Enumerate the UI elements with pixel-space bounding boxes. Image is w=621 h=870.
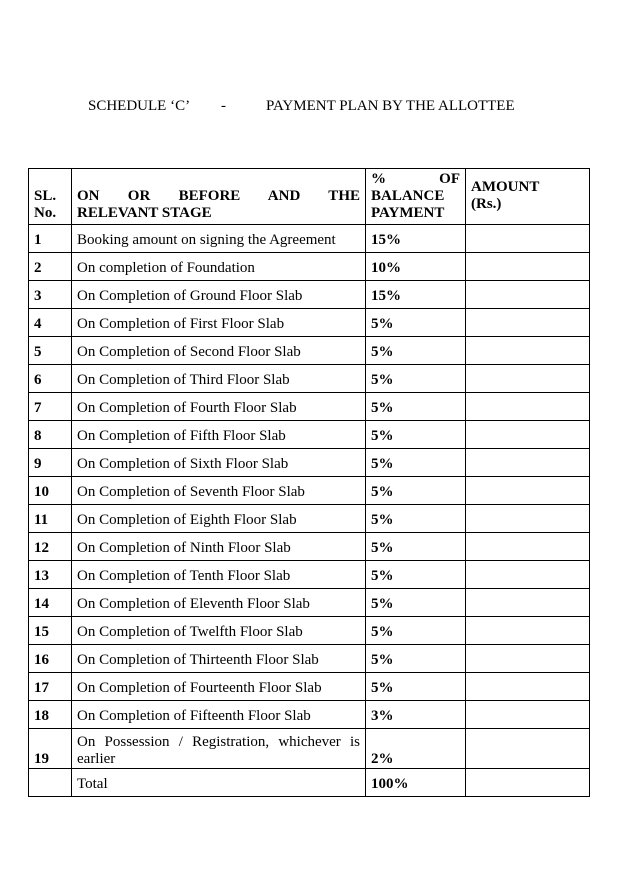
row-percent: 5% [366,477,466,505]
row-sl-no: 13 [29,561,72,589]
row-amount [466,365,590,393]
row-stage: On Completion of Sixth Floor Slab [72,449,366,477]
row-amount [466,561,590,589]
row-stage [72,729,366,769]
row-amount [466,449,590,477]
row-stage-line2: earlier [77,751,116,767]
row-sl-no: 2 [29,253,72,281]
row-sl-no: 9 [29,449,72,477]
row-percent: 2% [366,729,466,769]
table-row [29,309,590,337]
table-row [29,365,590,393]
row-stage: On Completion of Seventh Floor Slab [72,477,366,505]
schedule-label: SCHEDULE ‘C’ [88,98,191,114]
table-row [29,645,590,673]
row-amount [466,617,590,645]
payment-plan-table [28,168,590,797]
row-percent: 5% [366,365,466,393]
total-amount [466,769,590,797]
total-label: Total [72,769,366,797]
row-amount [466,253,590,281]
row-amount [466,309,590,337]
row-percent: 5% [366,309,466,337]
total-sl-no [29,769,72,797]
row-sl-no: 15 [29,617,72,645]
row-sl-no: 12 [29,533,72,561]
table-row [29,449,590,477]
row-sl-no: 16 [29,645,72,673]
header-sl-line2: No. [34,205,57,221]
row-percent: 5% [366,449,466,477]
table-row [29,281,590,309]
table-row [29,589,590,617]
table-row [29,337,590,365]
header-percent-line1: % OF [371,171,460,187]
header-percent [366,169,466,225]
row-sl-no: 18 [29,701,72,729]
row-stage: On Completion of First Floor Slab [72,309,366,337]
row-stage: On Completion of Eleventh Floor Slab [72,589,366,617]
table-row [29,225,590,253]
row-sl-no: 14 [29,589,72,617]
row-percent: 5% [366,561,466,589]
row-percent: 5% [366,533,466,561]
row-percent: 5% [366,617,466,645]
table-row [29,393,590,421]
header-stage-line1: ON OR BEFORE AND THE [77,188,360,204]
row-percent: 5% [366,589,466,617]
row-percent: 15% [366,281,466,309]
row-percent: 10% [366,253,466,281]
payment-plan-heading: PAYMENT PLAN BY THE ALLOTTEE [266,98,515,114]
row-stage: On Completion of Second Floor Slab [72,337,366,365]
row-percent: 5% [366,393,466,421]
row-sl-no: 5 [29,337,72,365]
table-row [29,421,590,449]
row-amount [466,421,590,449]
row-amount [466,645,590,673]
row-amount [466,281,590,309]
row-sl-no: 6 [29,365,72,393]
row-amount [466,477,590,505]
row-stage: On completion of Foundation [72,253,366,281]
table-row [29,617,590,645]
row-sl-no: 11 [29,505,72,533]
row-amount [466,589,590,617]
row-percent: 5% [366,421,466,449]
title-dash: - [221,98,226,114]
header-percent-line2: BALANCE [371,188,445,204]
table-row [29,477,590,505]
header-stage-line2: RELEVANT STAGE [77,205,212,221]
row-sl-no: 8 [29,421,72,449]
header-stage [72,169,366,225]
header-sl-line1: SL. [34,188,57,204]
table-row [29,253,590,281]
row-amount [466,701,590,729]
row-stage: On Completion of Ninth Floor Slab [72,533,366,561]
row-amount [466,393,590,421]
row-stage: On Completion of Thirteenth Floor Slab [72,645,366,673]
row-sl-no: 17 [29,673,72,701]
row-amount [466,533,590,561]
row-stage: On Completion of Eighth Floor Slab [72,505,366,533]
header-percent-line3: PAYMENT [371,205,445,221]
table-row [29,701,590,729]
row-amount [466,505,590,533]
row-percent: 3% [366,701,466,729]
row-amount [466,673,590,701]
row-stage: On Completion of Third Floor Slab [72,365,366,393]
row-stage: On Completion of Fifteenth Floor Slab [72,701,366,729]
row-amount [466,225,590,253]
row-sl-no: 1 [29,225,72,253]
row-percent: 5% [366,337,466,365]
total-percent: 100% [366,769,466,797]
row-amount [466,337,590,365]
header-sl-no [29,169,72,225]
row-sl-no: 19 [29,729,72,769]
table-row [29,533,590,561]
table-row-19 [29,729,590,769]
row-sl-no: 7 [29,393,72,421]
row-stage: On Completion of Fourteenth Floor Slab [72,673,366,701]
header-amount-line1: AMOUNT [471,179,540,195]
row-percent: 15% [366,225,466,253]
table-body [29,225,590,797]
header-amount [466,169,590,225]
row-stage: On Completion of Fourth Floor Slab [72,393,366,421]
row-stage: On Completion of Fifth Floor Slab [72,421,366,449]
header-amount-line2: (Rs.) [471,196,502,212]
row-stage: On Completion of Ground Floor Slab [72,281,366,309]
row-sl-no: 4 [29,309,72,337]
row-sl-no: 3 [29,281,72,309]
row-stage: On Completion of Twelfth Floor Slab [72,617,366,645]
row-stage-line1: On Possession / Registration, whichever is [77,734,360,750]
row-percent: 5% [366,673,466,701]
row-percent: 5% [366,505,466,533]
row-sl-no: 10 [29,477,72,505]
row-stage: On Completion of Tenth Floor Slab [72,561,366,589]
row-stage: Booking amount on signing the Agreement [72,225,366,253]
row-amount [466,729,590,769]
table-row [29,505,590,533]
row-percent: 5% [366,645,466,673]
table-header-row [29,169,590,225]
table-row [29,673,590,701]
table-row [29,561,590,589]
table-row-total [29,769,590,797]
